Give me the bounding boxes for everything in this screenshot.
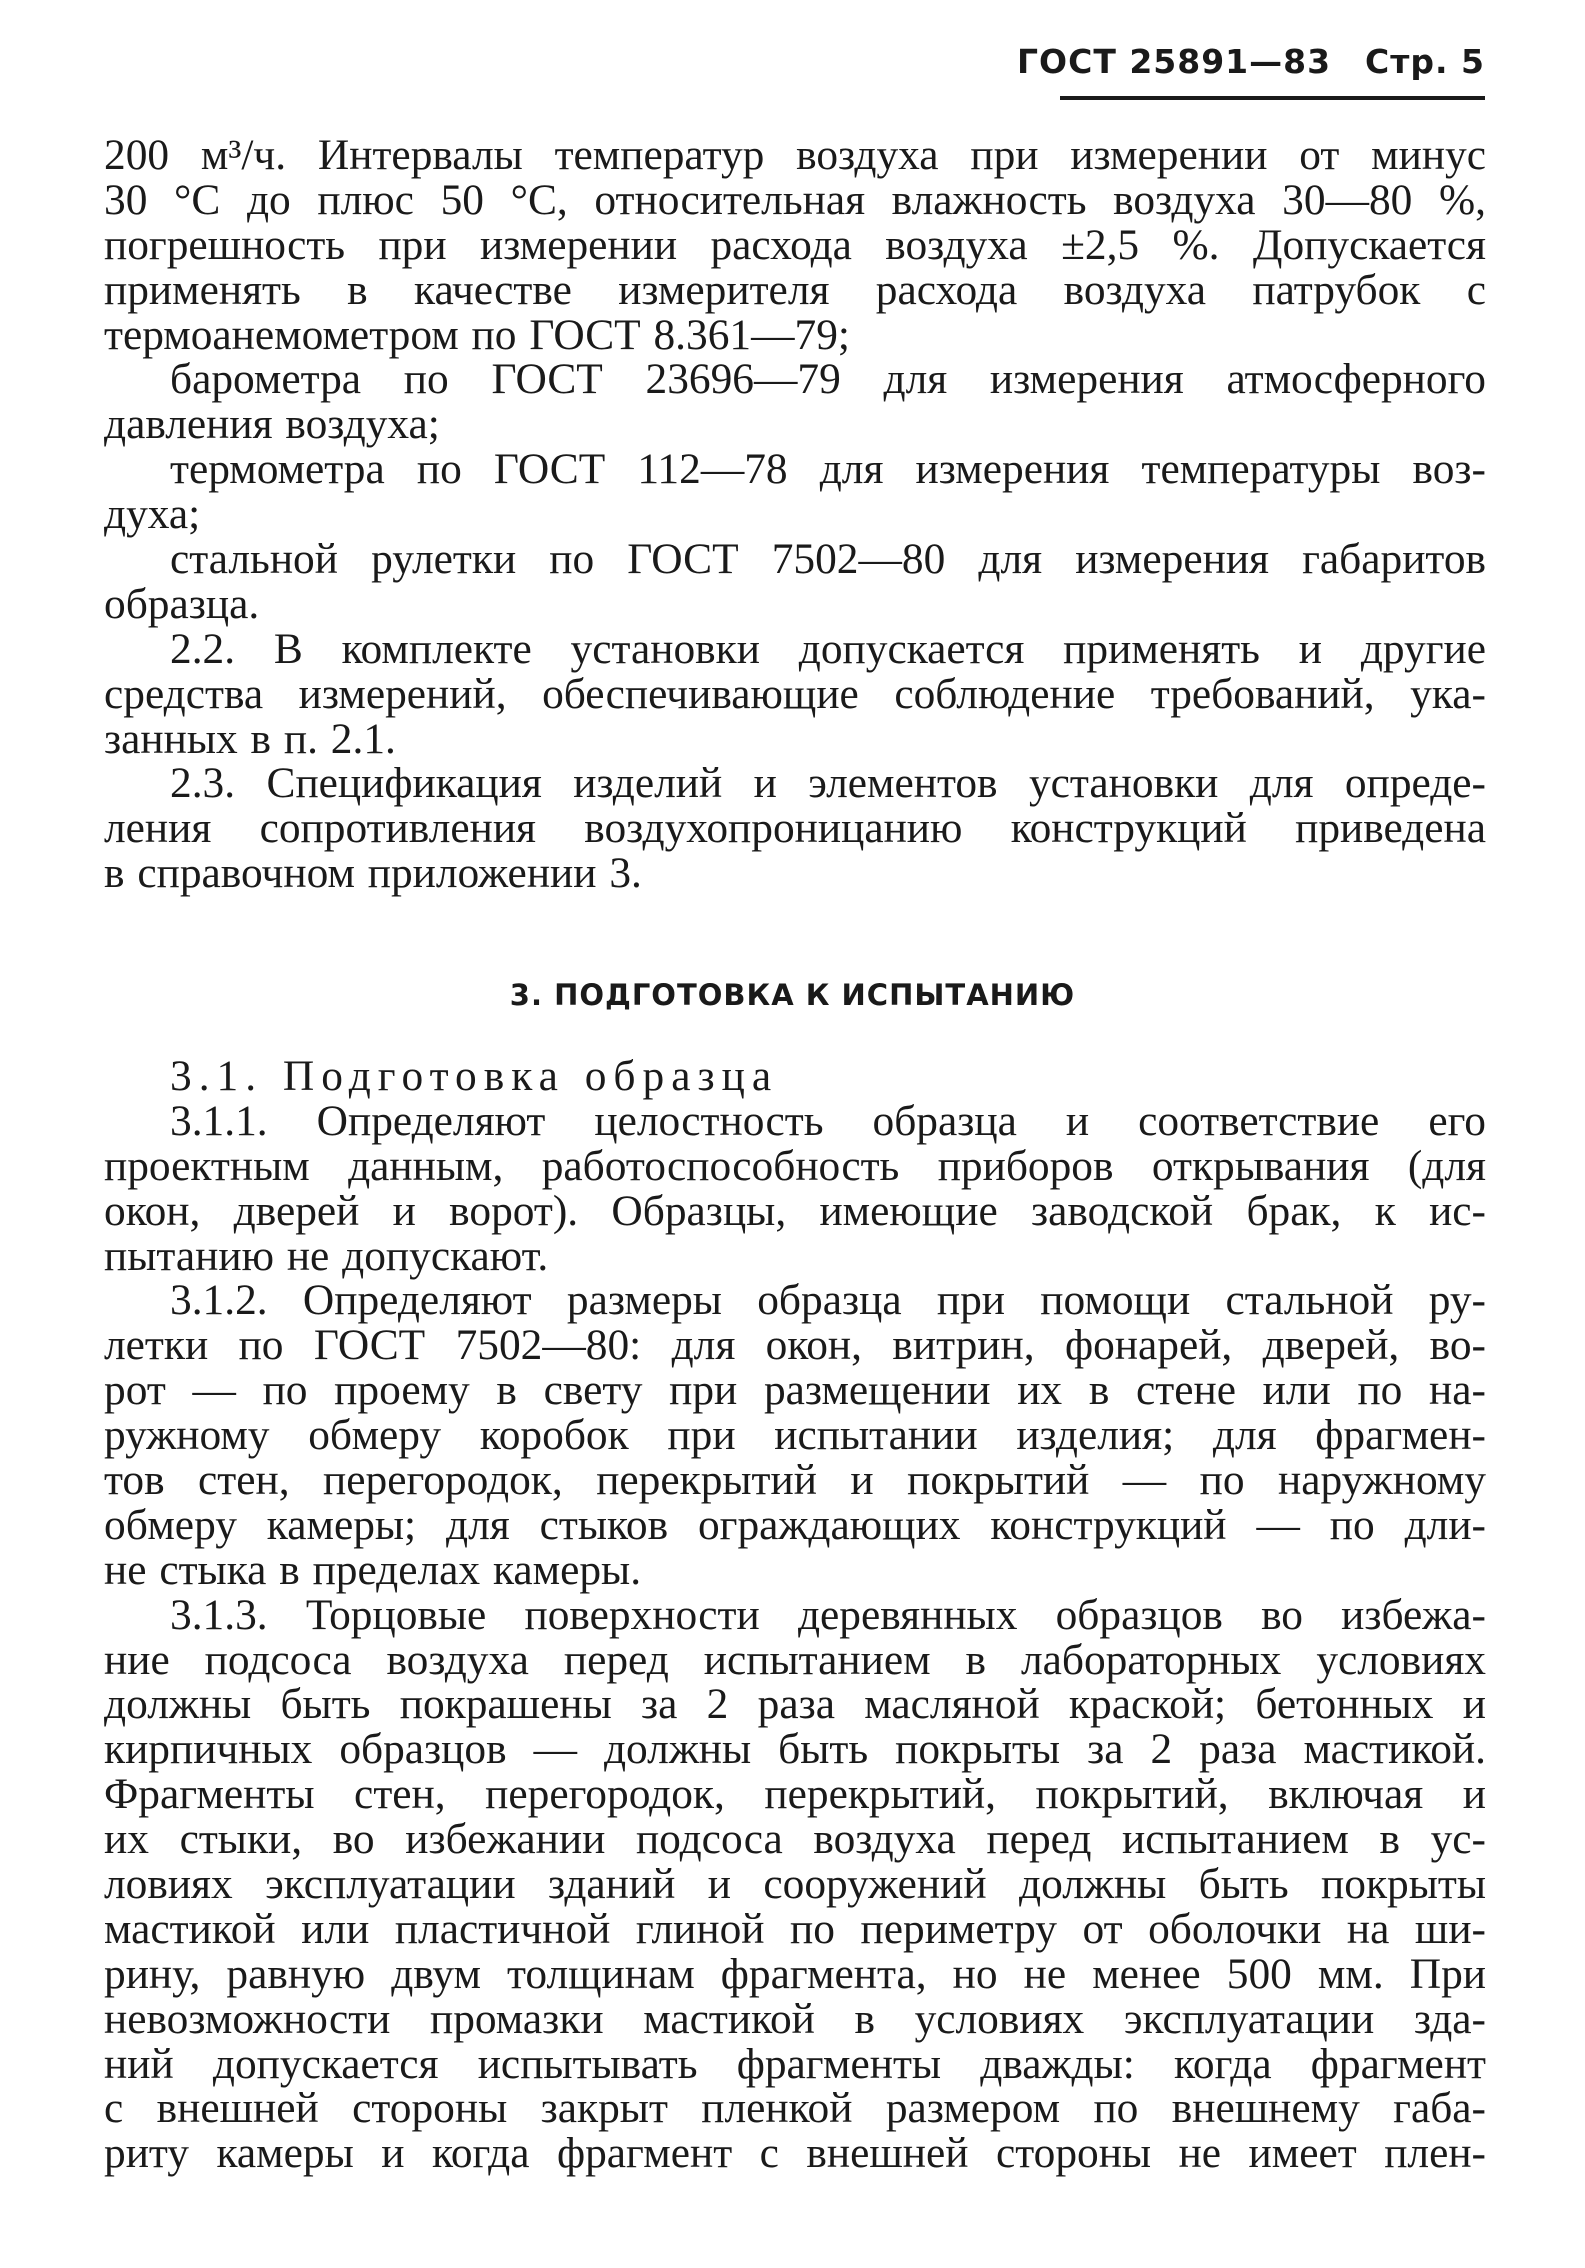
text-line: рот — по проему в свету при размещении их в стене или по на- xyxy=(104,1366,1486,1415)
text-line: пытанию не допускают. xyxy=(104,1231,549,1280)
text-line: духа; xyxy=(104,490,201,539)
text-line: 2.2. В комплекте установки допускается применять и другие xyxy=(170,624,1486,673)
text-line: средства измерений, обеспечивающие соблюдение требований, ука- xyxy=(104,669,1486,718)
text-line: термометра по ГОСТ 112—78 для измерения температуры воз- xyxy=(170,445,1486,494)
text-line: ружному обмеру коробок при испытании изделия; для фрагмен- xyxy=(104,1411,1486,1460)
header-rule xyxy=(1060,96,1485,100)
page-number: Стр. 5 xyxy=(1365,42,1485,81)
text-line: тов стен, перегородок, перекрытий и покрытий — по наружному xyxy=(104,1456,1486,1505)
text-line: окон, дверей и ворот). Образцы, имеющие заводской брак, к ис- xyxy=(104,1186,1486,1235)
text-line: кирпичных образцов — должны быть покрыты за 2 раза мастикой. xyxy=(104,1725,1486,1774)
text-line: стальной рулетки по ГОСТ 7502—80 для измерения габаритов xyxy=(170,535,1486,584)
text-line: с внешней стороны закрыт пленкой размером по внешнему габа- xyxy=(104,2084,1486,2133)
text-line: не стыка в пределах камеры. xyxy=(104,1545,642,1594)
text-line: в справочном приложении 3. xyxy=(104,849,642,898)
text-line: 3.1.2. Определяют размеры образца при помощи стальной ру- xyxy=(170,1276,1486,1325)
text-line: Фрагменты стен, перегородок, перекрытий, покрытий, включая и xyxy=(104,1770,1486,1819)
text-line: 3.1.3. Торцовые поверхности деревянных образцов во избежа- xyxy=(170,1590,1486,1639)
section-3-text xyxy=(104,1054,1486,2176)
text-line: риту камеры и когда фрагмент с внешней стороны не имеет плен- xyxy=(104,2129,1486,2178)
text-line: ний допускается испытывать фрагменты дважды: когда фрагмент xyxy=(104,2039,1486,2088)
text-line: ние подсоса воздуха перед испытанием в лабораторных условиях xyxy=(104,1635,1486,1684)
text-line: применять в качестве измерителя расхода воздуха патрубок с xyxy=(104,265,1486,314)
text-line: барометра по ГОСТ 23696—79 для измерения атмосферного xyxy=(170,355,1486,404)
text-line: ления сопротивления воздухопроницанию конструкций приведена xyxy=(104,804,1486,853)
text-line: термоанемометром по ГОСТ 8.361—79; xyxy=(104,310,850,359)
text-line: занных в п. 2.1. xyxy=(104,714,396,763)
standard-number: ГОСТ 25891—83 xyxy=(1017,42,1332,81)
text-line: их стыки, во избежании подсоса воздуха перед испытанием в ус- xyxy=(104,1815,1486,1864)
page-header xyxy=(1017,42,1485,81)
text-line: ловиях эксплуатации зданий и сооружений должны быть покрыты xyxy=(104,1860,1486,1909)
text-line: проектным данным, работоспособность приборов открывания (для xyxy=(104,1141,1486,1190)
text-line: обмеру камеры; для стыков ограждающих конструкций — по дли- xyxy=(104,1500,1486,1549)
text-line: 3.1.1. Определяют целостность образца и соответствие его xyxy=(170,1096,1486,1145)
text-line: погрешность при измерении расхода воздуха ±2,5 %. Допускается xyxy=(104,220,1486,269)
text-line: образца. xyxy=(104,579,260,628)
text-line: давления воздуха; xyxy=(104,400,440,449)
text-line: невозможности промазки мастикой в условиях эксплуатации зда- xyxy=(104,1994,1486,2043)
text-line: летки по ГОСТ 7502—80: для окон, витрин, фонарей, дверей, во- xyxy=(104,1321,1486,1370)
text-line: рину, равную двум толщинам фрагмента, но не менее 500 мм. При xyxy=(104,1949,1486,1998)
text-line: должны быть покрашены за 2 раза масляной краской; бетонных и xyxy=(104,1680,1486,1729)
subsection-heading: 3.1. Подготовка образца xyxy=(170,1052,779,1100)
section-title: 3. ПОДГОТОВКА К ИСПЫТАНИЮ xyxy=(509,978,1076,1012)
text-line: мастикой или пластичной глиной по периметру от оболочки на ши- xyxy=(104,1904,1486,1953)
section-2-text xyxy=(104,133,1486,896)
text-line: 30 °С до плюс 50 °С, относительная влажность воздуха 30—80 %, xyxy=(104,175,1486,224)
text-line: 200 м³/ч. Интервалы температур воздуха при измерении от минус xyxy=(104,131,1486,179)
text-line: 2.3. Спецификация изделий и элементов установки для опреде- xyxy=(170,759,1486,808)
